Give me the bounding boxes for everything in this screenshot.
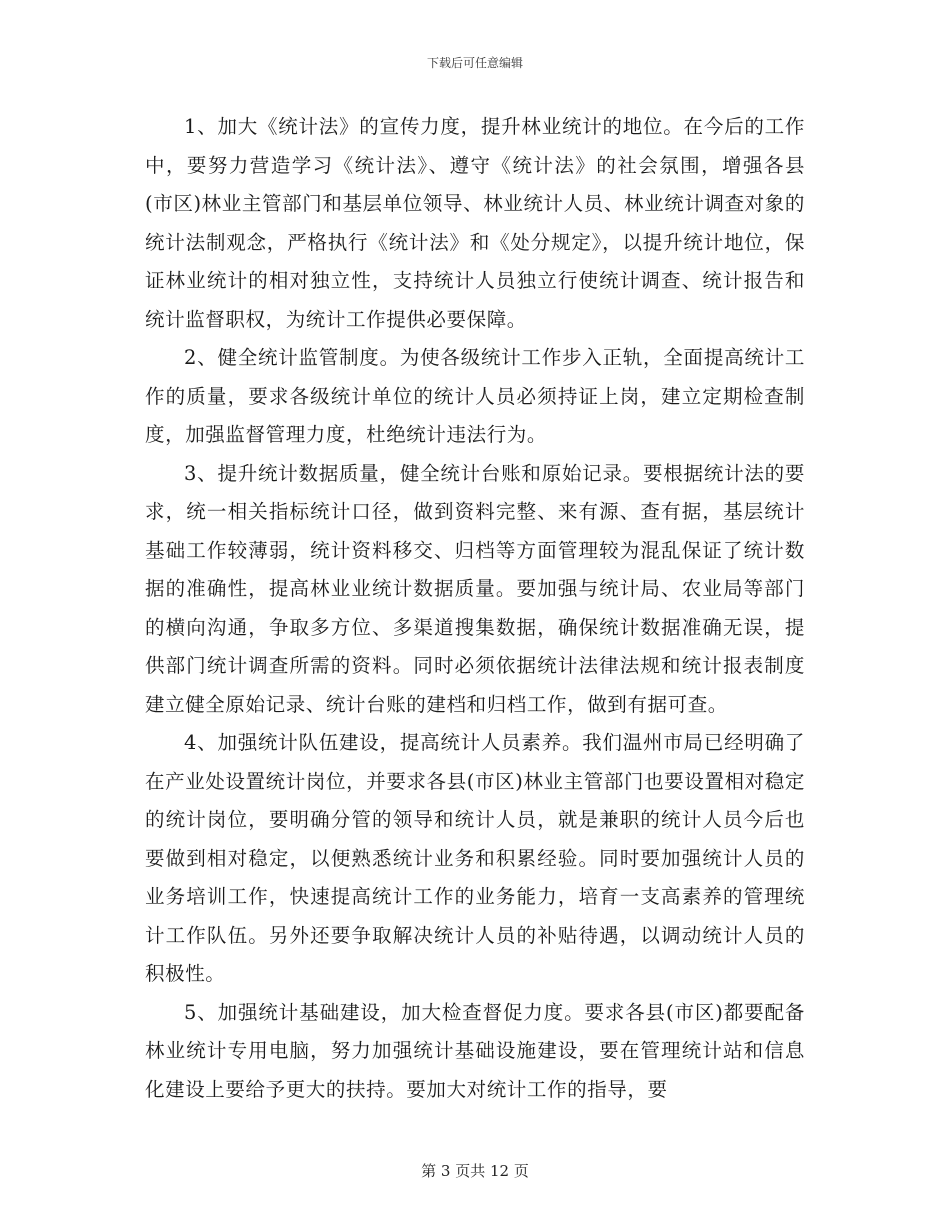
page-header: 下载后可任意编辑 xyxy=(426,56,523,70)
paragraph-4: 4、加强统计队伍建设，提高统计人员素养。我们温州市局已经明确了在产业处设置统计岗位，并要求各县(市区)林业主管部门也要设置相对稳定的统计岗位，要明确分管的领导和统计人员，就是兼职的统计人员今后也要做到相对稳定，以便熟悉统计业务和积累经验。同时要加强统计人员的业务培训工作，快速提高统计工作的业务能力，培育一支高素养的管理统计工作队伍。另外还要争取解决统计人员的补贴待遇，以调动统计人员的积极性。 xyxy=(145,731,805,985)
paragraph-3: 3、提升统计数据质量，健全统计台账和原始记录。要根据统计法的要求，统一相关指标统计口径，做到资料完整、来有源、查有据，基层统计基础工作较薄弱，统计资料移交、归档等方面管理较为混乱保证了统计数据的准确性，提高林业业统计数据质量。要加强与统计局、农业局等部门的横向沟通，争取多方位、多渠道搜集数据，确保统计数据准确无误，提供部门统计调查所需的资料。同时必须依据统计法律法规和统计报表制度建立健全原始记录、统计台账的建档和归档工作，做到有据可查。 xyxy=(145,461,805,716)
paragraph-5: 5、加强统计基础建设，加大检查督促力度。要求各县(市区)都要配备林业统计专用电脑，努力加强统计基础设施建设，要在管理统计站和信息化建设上要给予更大的扶持。要加大对统计工作的指导，要 xyxy=(145,1000,805,1101)
paragraph-2: 2、健全统计监管制度。为使各级统计工作步入正轨，全面提高统计工作的质量，要求各级统计单位的统计人员必须持证上岗，建立定期检查制度，加强监督管理力度，杜绝统计违法行为。 xyxy=(145,346,805,446)
page-footer: 第 3 页共 12 页 xyxy=(421,1162,529,1180)
paragraph-1: 1、加大《统计法》的宣传力度，提升林业统计的地位。在今后的工作中，要努力营造学习《统计法》、遵守《统计法》的社会氛围，增强各县(市区)林业主管部门和基层单位领导、林业统计人员、林业统计调查对象的统计法制观念，严格执行《统计法》和《处分规定》，以提升统计地位，保证林业统计的相对独立性，支持统计人员独立行使统计调查、统计报告和统计监督职权，为统计工作提供必要保障。 xyxy=(145,115,805,331)
document-body xyxy=(145,108,805,1109)
